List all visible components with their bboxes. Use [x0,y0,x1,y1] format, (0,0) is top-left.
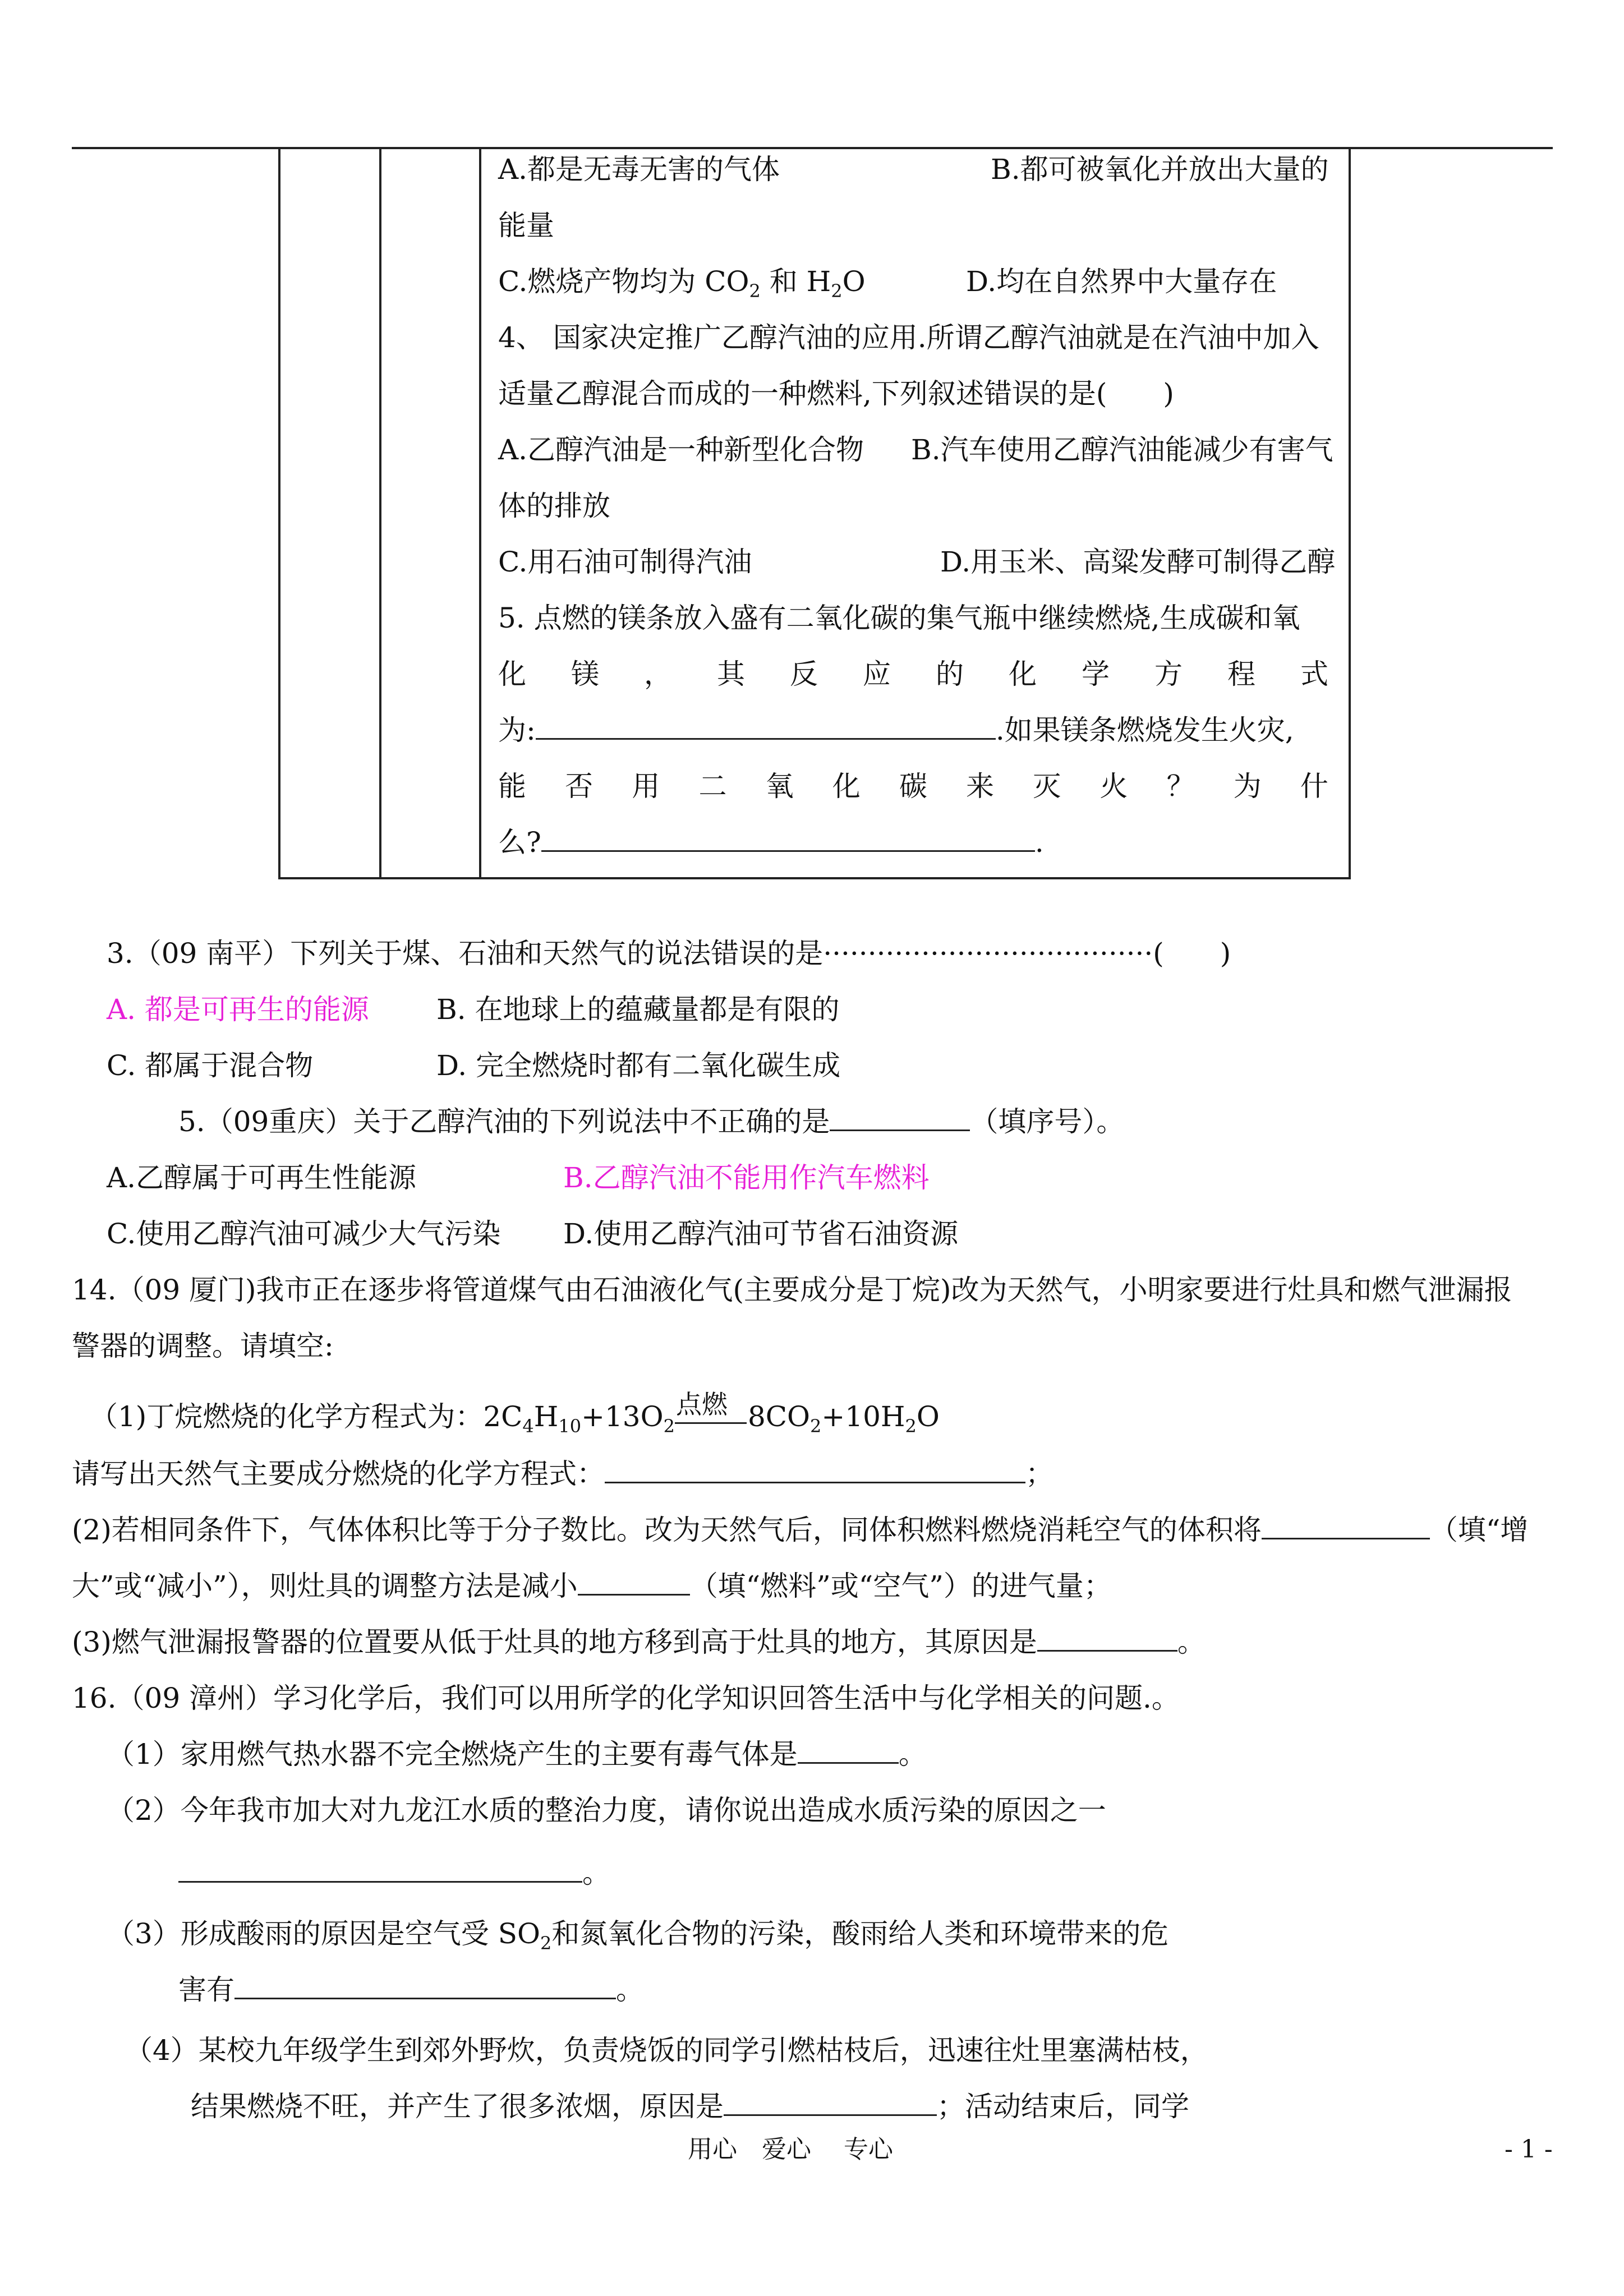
question-14-part-2: (2)若相同条件下，气体体积比等于分子数比。改为天然气后，同体积燃料燃烧消耗空气的体积将 （填“增 [72,1514,1529,1546]
question-14-stem-cont: 警器的调整。请填空: [72,1330,334,1362]
butane-equation: （1)丁烷燃烧的化学方程式为：$2C_4H_{10}+13O_2$ 点燃 $8CO_2+10H_2O$ [90,1389,940,1437]
question-16-stem: 16.（09 漳州）学习化学后，我们可以用所学的化学知识回答生活中与化学相关的问题.。 [72,1682,1180,1714]
question-5-equation-line: 为: .如果镁条燃烧发生火灾, [498,714,1294,746]
question-5b-option-c: C.使用乙醇汽油可减少大气污染 [107,1218,501,1250]
question-16-part-4-cont: 结果燃烧不旺，并产生了很多浓烟，原因是 ；活动结束后，同学 [191,2090,1189,2123]
reaction-condition: 点燃 [675,1400,748,1433]
question-3-option-a: A. 都是可再生的能源 [107,993,369,1026]
question-4-option-a: A.乙醇汽油是一种新型化合物 [498,434,864,466]
answer-blank[interactable] [830,1105,970,1131]
question-3-option-b: B. 在地球上的蕴藏量都是有限的 [436,993,840,1026]
question-4-stem: 4、 国家决定推广乙醇汽油的应用.所谓乙醇汽油就是在汽油中加入 [498,321,1319,354]
answer-blank[interactable] [605,1457,1025,1483]
table-divider [379,149,381,877]
question-5-why-line: 能 否 用 二 氧 化 碳 来 灭 火 ？ 为 什 [498,770,1328,803]
question-16-part-3-answer: 害有 。 [178,1974,644,2006]
question-14-part-1: 请写出天然气主要成分燃烧的化学方程式： ； [72,1458,1053,1490]
question-5b-option-a: A.乙醇属于可再生性能源 [107,1161,417,1194]
table-option-d: D.均在自然界中大量存在 [966,265,1277,298]
table-option-a: A.都是无毒无害的气体 [498,153,780,186]
answer-blank[interactable] [1037,1625,1177,1652]
question-4-option-d: D.用玉米、高粱发酵可制得乙醇 [940,546,1336,578]
question-16-part-2: （2）今年我市加大对九龙江水质的整治力度，请你说出造成水质污染的原因之一 [107,1794,1106,1827]
answer-blank[interactable] [1262,1513,1430,1539]
page-number: - 1 - [1505,2135,1553,2164]
table-divider [479,149,481,877]
question-16-part-1: （1）家用燃气热水器不完全燃烧产生的主要有毒气体是 。 [107,1738,927,1771]
answer-blank[interactable] [541,826,1035,852]
question-5b-stem: 5.（09重庆）关于乙醇汽油的下列说法中不正确的是 （填序号）。 [178,1105,1125,1138]
question-5-stem-cont: 化 镁 ， 其 反 应 的 化 学 方 程 式 [498,658,1328,690]
answer-blank[interactable] [578,1569,690,1596]
question-4-option-b-cont: 体的排放 [498,490,610,522]
question-16-part-4: （4）某校九年级学生到郊外野炊，负责烧饭的同学引燃枯枝后，迅速往灶里塞满枯枝， [125,2034,1208,2067]
answer-blank[interactable] [536,713,996,740]
question-14-part-3: (3)燃气泄漏报警器的位置要从低于灶具的地方移到高于灶具的地方，其原因是 。 [72,1626,1206,1658]
table-option-b: B.都可被氧化并放出大量的 [991,153,1329,186]
footer-motto: 用心 爱心 专心 [688,2135,893,2164]
question-3-option-c: C. 都属于混合物 [107,1049,314,1082]
answer-blank[interactable] [178,1856,582,1883]
question-3-option-d: D. 完全燃烧时都有二氧化碳生成 [436,1049,841,1082]
question-4-stem-cont: 适量乙醇混合而成的一种燃料,下列叙述错误的是( ) [498,377,1174,410]
answer-blank[interactable] [724,2090,937,2116]
table-line: 能量 [498,209,554,242]
answer-blank[interactable] [798,1737,899,1764]
answer-blank[interactable] [234,1973,616,1999]
question-4-option-b: B.汽车使用乙醇汽油能减少有害气 [911,434,1333,466]
question-3-stem: 3.（09 南平）下列关于煤、石油和天然气的说法错误的是·····································( ) [107,937,1231,970]
question-14-part-2-cont: 大”或“减小”），则灶具的调整方法是减小 （填“燃料”或“空气”）的进气量； [72,1570,1112,1602]
question-16-part-2-answer: 。 [178,1856,610,1890]
question-5b-option-b: B.乙醇汽油不能用作汽车燃料 [563,1161,930,1194]
question-5-answer-line: 么? . [498,826,1044,859]
question-16-part-3: （3）形成酸雨的原因是空气受 $SO_2$和氮氧化合物的污染，酸雨给人类和环境带来的危 [107,1917,1169,1954]
question-4-option-c: C.用石油可制得汽油 [498,546,752,578]
question-5-stem: 5. 点燃的镁条放入盛有二氧化碳的集气瓶中继续燃烧,生成碳和氧 [498,602,1300,634]
question-14-stem: 14.（09 厦门)我市正在逐步将管道煤气由石油液化气(主要成分是丁烷)改为天然气，小明家要进行灶具和燃气泄漏报 [72,1274,1512,1306]
question-5b-option-d: D.使用乙醇汽油可节省石油资源 [563,1218,959,1250]
table-option-c: C.燃烧产物均为 $CO_2$ 和 $H_2O$ [498,265,866,302]
